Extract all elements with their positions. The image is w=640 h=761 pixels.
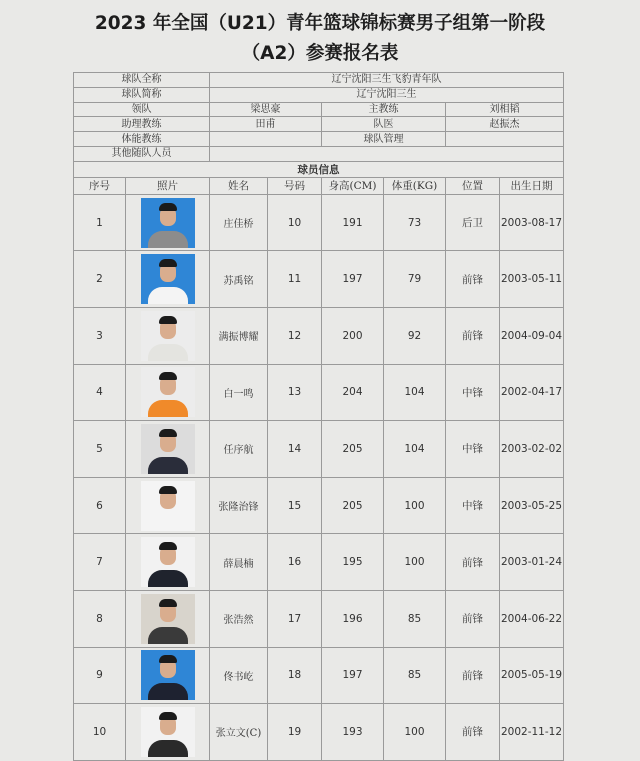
value-leader: 梁思豪	[210, 102, 322, 117]
player-photo-image	[141, 594, 195, 644]
player-position: 前锋	[446, 590, 500, 647]
player-number: 11	[268, 251, 322, 308]
player-weight: 100	[384, 477, 446, 534]
label-fitness: 体能教练	[74, 132, 210, 147]
player-photo-image	[141, 537, 195, 587]
player-no: 10	[74, 704, 126, 761]
player-position: 前锋	[446, 251, 500, 308]
player-birth: 2002-11-12	[500, 704, 564, 761]
photo-hair	[159, 372, 177, 380]
player-no: 7	[74, 534, 126, 591]
player-row	[74, 251, 564, 308]
photo-hair	[159, 599, 177, 607]
player-number: 18	[268, 647, 322, 704]
player-name: 张浩然	[210, 590, 268, 647]
player-name: 任序航	[210, 421, 268, 478]
player-position: 中锋	[446, 421, 500, 478]
photo-shirt	[148, 627, 188, 644]
player-weight: 100	[384, 704, 446, 761]
photo-shirt	[148, 231, 188, 248]
row-others	[74, 146, 564, 161]
player-birth: 2005-05-19	[500, 647, 564, 704]
player-height: 193	[322, 704, 384, 761]
player-position: 前锋	[446, 534, 500, 591]
col-header-number: 号码	[268, 177, 322, 194]
player-number: 13	[268, 364, 322, 421]
photo-shirt	[148, 514, 188, 531]
player-name: 苏禹铭	[210, 251, 268, 308]
photo-hair	[159, 316, 177, 324]
player-row	[74, 307, 564, 364]
player-no: 6	[74, 477, 126, 534]
row-leader	[74, 102, 564, 117]
player-position: 前锋	[446, 307, 500, 364]
player-name: 佟书屹	[210, 647, 268, 704]
row-short-name	[74, 87, 564, 102]
player-height: 191	[322, 194, 384, 251]
value-assistant: 田甫	[210, 117, 322, 132]
photo-hair	[159, 486, 177, 494]
player-weight: 104	[384, 421, 446, 478]
value-doctor: 赵振杰	[446, 117, 564, 132]
photo-shirt	[148, 683, 188, 700]
player-row	[74, 534, 564, 591]
player-row	[74, 421, 564, 478]
player-row	[74, 194, 564, 251]
player-no: 4	[74, 364, 126, 421]
player-name: 张立文(C)	[210, 704, 268, 761]
player-position: 中锋	[446, 477, 500, 534]
col-header-height: 身高(CM)	[322, 177, 384, 194]
player-number: 12	[268, 307, 322, 364]
label-doctor: 队医	[322, 117, 446, 132]
photo-hair	[159, 203, 177, 211]
col-header-name: 姓名	[210, 177, 268, 194]
col-header-birth: 出生日期	[500, 177, 564, 194]
player-position: 前锋	[446, 704, 500, 761]
player-no: 3	[74, 307, 126, 364]
player-birth: 2003-05-25	[500, 477, 564, 534]
label-full-name: 球队全称	[74, 73, 210, 88]
player-photo	[126, 590, 210, 647]
photo-hair	[159, 259, 177, 267]
col-header-photo: 照片	[126, 177, 210, 194]
player-no: 9	[74, 647, 126, 704]
player-weight: 73	[384, 194, 446, 251]
player-birth: 2002-04-17	[500, 364, 564, 421]
player-row	[74, 590, 564, 647]
value-others	[210, 146, 564, 161]
player-height: 195	[322, 534, 384, 591]
player-birth: 2003-05-11	[500, 251, 564, 308]
player-weight: 79	[384, 251, 446, 308]
photo-shirt	[148, 570, 188, 587]
player-name: 薛晨楠	[210, 534, 268, 591]
photo-hair	[159, 429, 177, 437]
label-others: 其他随队人员	[74, 146, 210, 161]
player-height: 205	[322, 477, 384, 534]
player-photo	[126, 251, 210, 308]
section-title: 球员信息	[74, 161, 564, 177]
label-leader: 领队	[74, 102, 210, 117]
player-photo	[126, 194, 210, 251]
player-photo	[126, 364, 210, 421]
photo-hair	[159, 542, 177, 550]
photo-hair	[159, 712, 177, 720]
photo-shirt	[148, 287, 188, 304]
player-photo-image	[141, 481, 195, 531]
player-weight: 104	[384, 364, 446, 421]
player-photo-image	[141, 424, 195, 474]
col-header-position: 位置	[446, 177, 500, 194]
player-number: 15	[268, 477, 322, 534]
player-height: 197	[322, 251, 384, 308]
form-subtitle: （A2）参赛报名表	[241, 43, 399, 64]
photo-shirt	[148, 400, 188, 417]
photo-shirt	[148, 740, 188, 757]
column-header-row	[74, 177, 564, 194]
player-position: 中锋	[446, 364, 500, 421]
player-height: 205	[322, 421, 384, 478]
player-photo-image	[141, 367, 195, 417]
player-weight: 92	[384, 307, 446, 364]
player-photo-image	[141, 707, 195, 757]
value-fitness	[210, 132, 322, 147]
player-no: 8	[74, 590, 126, 647]
value-head-coach: 刘相韬	[446, 102, 564, 117]
registration-table	[73, 72, 564, 761]
label-manager: 球队管理	[322, 132, 446, 147]
label-short-name: 球队简称	[74, 87, 210, 102]
player-birth: 2003-01-24	[500, 534, 564, 591]
player-weight: 100	[384, 534, 446, 591]
player-number: 19	[268, 704, 322, 761]
player-position: 后卫	[446, 194, 500, 251]
player-no: 5	[74, 421, 126, 478]
player-number: 16	[268, 534, 322, 591]
player-row	[74, 477, 564, 534]
row-full-name	[74, 73, 564, 88]
player-number: 17	[268, 590, 322, 647]
player-height: 200	[322, 307, 384, 364]
player-photo	[126, 477, 210, 534]
player-photo-image	[141, 198, 195, 248]
label-head-coach: 主教练	[322, 102, 446, 117]
player-photo	[126, 704, 210, 761]
photo-shirt	[148, 344, 188, 361]
player-position: 前锋	[446, 647, 500, 704]
player-row	[74, 364, 564, 421]
col-header-weight: 体重(KG)	[384, 177, 446, 194]
player-height: 197	[322, 647, 384, 704]
player-name: 庄佳桥	[210, 194, 268, 251]
col-header-no: 序号	[74, 177, 126, 194]
row-assistant	[74, 117, 564, 132]
player-number: 10	[268, 194, 322, 251]
label-assistant: 助理教练	[74, 117, 210, 132]
player-photo	[126, 647, 210, 704]
player-weight: 85	[384, 647, 446, 704]
player-birth: 2004-09-04	[500, 307, 564, 364]
player-photo	[126, 534, 210, 591]
value-full-name: 辽宁沈阳三生飞豹青年队	[210, 73, 564, 88]
player-photo-image	[141, 254, 195, 304]
player-photo-image	[141, 311, 195, 361]
player-birth: 2004-06-22	[500, 590, 564, 647]
form-title: 2023 年全国（U21）青年篮球锦标赛男子组第一阶段	[94, 13, 546, 34]
value-short-name: 辽宁沈阳三生	[210, 87, 564, 102]
row-fitness	[74, 132, 564, 147]
player-no: 1	[74, 194, 126, 251]
player-height: 196	[322, 590, 384, 647]
player-name: 满振博耀	[210, 307, 268, 364]
photo-shirt	[148, 457, 188, 474]
value-manager	[446, 132, 564, 147]
player-birth: 2003-08-17	[500, 194, 564, 251]
player-row	[74, 647, 564, 704]
player-photo	[126, 421, 210, 478]
player-birth: 2003-02-02	[500, 421, 564, 478]
player-height: 204	[322, 364, 384, 421]
player-photo	[126, 307, 210, 364]
player-row	[74, 704, 564, 761]
player-no: 2	[74, 251, 126, 308]
player-name: 白一鸣	[210, 364, 268, 421]
player-name: 张隆治锋	[210, 477, 268, 534]
player-number: 14	[268, 421, 322, 478]
row-section-title	[74, 161, 564, 177]
player-photo-image	[141, 650, 195, 700]
photo-hair	[159, 655, 177, 663]
player-weight: 85	[384, 590, 446, 647]
